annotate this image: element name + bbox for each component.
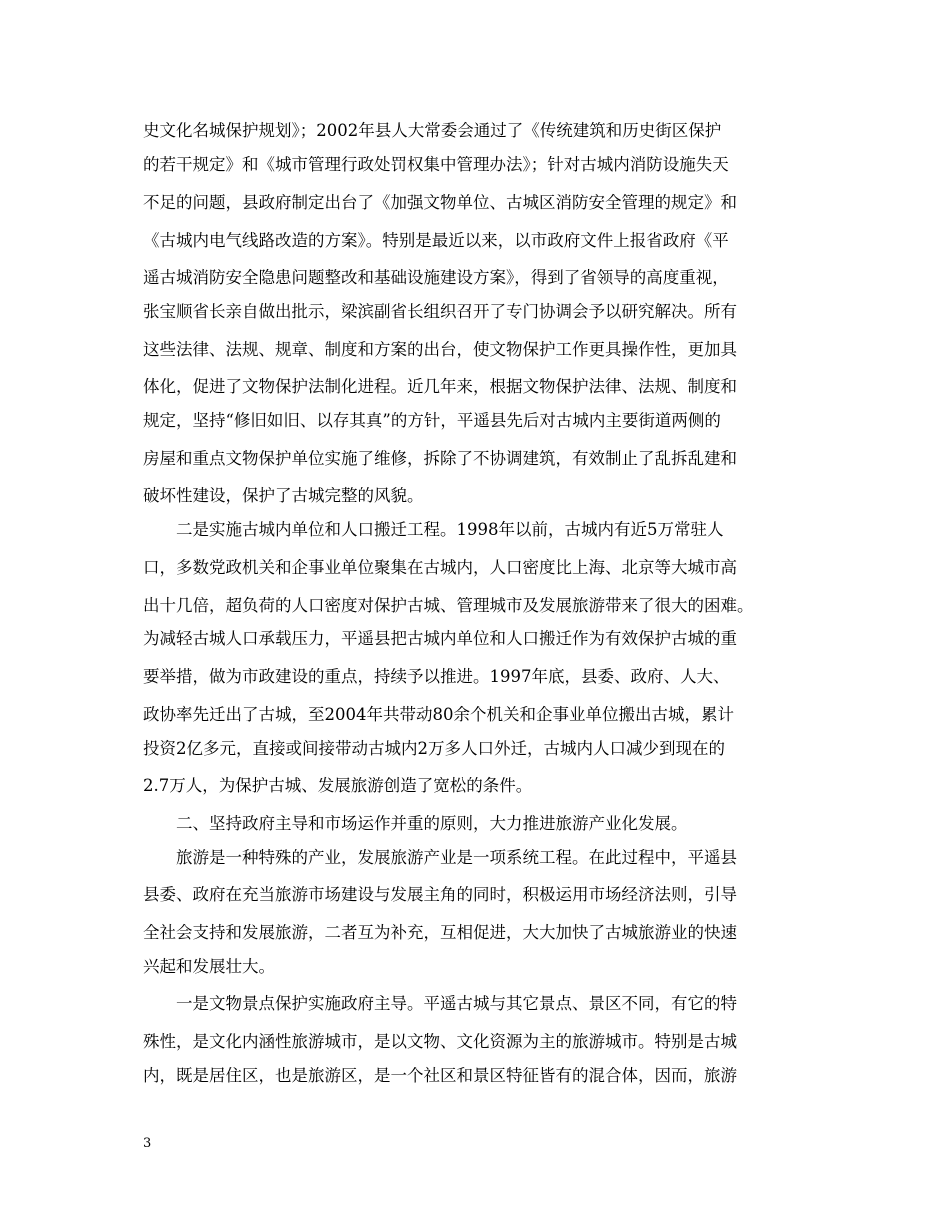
text-line: 投资2亿多元，直接或间接带动古城内2万多人口外迁，古城内人口减少到现在的 — [143, 739, 725, 758]
text-line: 政协率先迁出了古城，至2004年共带动80余个机关和企事业单位搬出古城，累计 — [143, 705, 734, 724]
text-line: 口，多数党政机关和企事业单位聚集在古城内，人口密度比上海、北京等大城市高 — [143, 558, 737, 577]
text-line: 二、坚持政府主导和市场运作并重的原则，大力推进旅游产业化发展。 — [143, 814, 688, 833]
text-line: 这些法律、法规、规章、制度和方案的出台，使文物保护工作更具操作性，更加具 — [143, 340, 737, 359]
text-line: 殊性，是文化内涵性旅游城市，是以文物、文化资源为主的旅游城市。特别是古城 — [143, 1032, 737, 1051]
text-line: 《古城内电气线路改造的方案》。特别是最近以来，以市政府文件上报省政府《平 — [143, 231, 729, 250]
text-line: 2.7万人，为保护古城、发展旅游创造了宽松的条件。 — [143, 776, 533, 795]
text-line: 不足的问题，县政府制定出台了《加强文物单位、古城区消防安全管理的规定》和 — [143, 193, 737, 212]
text-line: 旅游是一种特殊的产业，发展旅游产业是一项系统工程。在此过程中，平遥县 — [143, 848, 737, 867]
text-line: 的若干规定》和《城市管理行政处罚权集中管理办法》；针对古城内消防设施失天 — [143, 155, 729, 174]
text-line: 体化，促进了文物保护法制化进程。近几年来，根据文物保护法律、法规、制度和 — [143, 377, 737, 396]
page-number: 3 — [143, 1136, 152, 1151]
text-line: 一是文物景点保护实施政府主导。平遥古城与其它景点、景区不同，有它的特 — [143, 994, 737, 1013]
text-line: 二是实施古城内单位和人口搬迁工程。1998年以前，古城内有近5万常驻人 — [143, 520, 724, 539]
text-line: 遥古城消防安全隐患问题整改和基础设施建设方案》，得到了省领导的高度重视， — [143, 268, 729, 287]
text-line: 全社会支持和发展旅游，二者互为补充，互相促进，大大加快了古城旅游业的快速 — [143, 923, 737, 942]
text-line: 史文化名城保护规划》；2002年县人大常委会通过了《传统建筑和历史街区保护 — [143, 121, 722, 140]
text-line: 为减轻古城人口承载压力，平遥县把古城内单位和人口搬迁作为有效保护古城的重 — [143, 629, 737, 648]
text-line: 破坏性建设，保护了古城完整的风貌。 — [143, 486, 424, 505]
text-line: 房屋和重点文物保护单位实施了维修，拆除了不协调建筑，有效制止了乱拆乱建和 — [143, 449, 737, 468]
text-line: 要举措，做为市政建设的重点，持续予以推进。1997年底，县委、政府、人大、 — [143, 667, 730, 686]
text-line: 规定，坚持“修旧如旧、以存其真”的方针，平遥县先后对古城内主要街道两侧的 — [143, 411, 721, 430]
text-line: 兴起和发展壮大。 — [143, 957, 275, 976]
text-line: 内，既是居住区，也是旅游区，是一个社区和景区特征皆有的混合体，因而，旅游 — [143, 1066, 737, 1085]
text-line: 出十几倍，超负荷的人口密度对保护古城、管理城市及发展旅游带来了很大的困难。 — [143, 596, 754, 615]
text-line: 县委、政府在充当旅游市场建设与发展主角的同时，积极运用市场经济法则，引导 — [143, 885, 737, 904]
text-line: 张宝顺省长亲自做出批示，梁滨副省长组织召开了专门协调会予以研究解决。所有 — [143, 302, 737, 321]
